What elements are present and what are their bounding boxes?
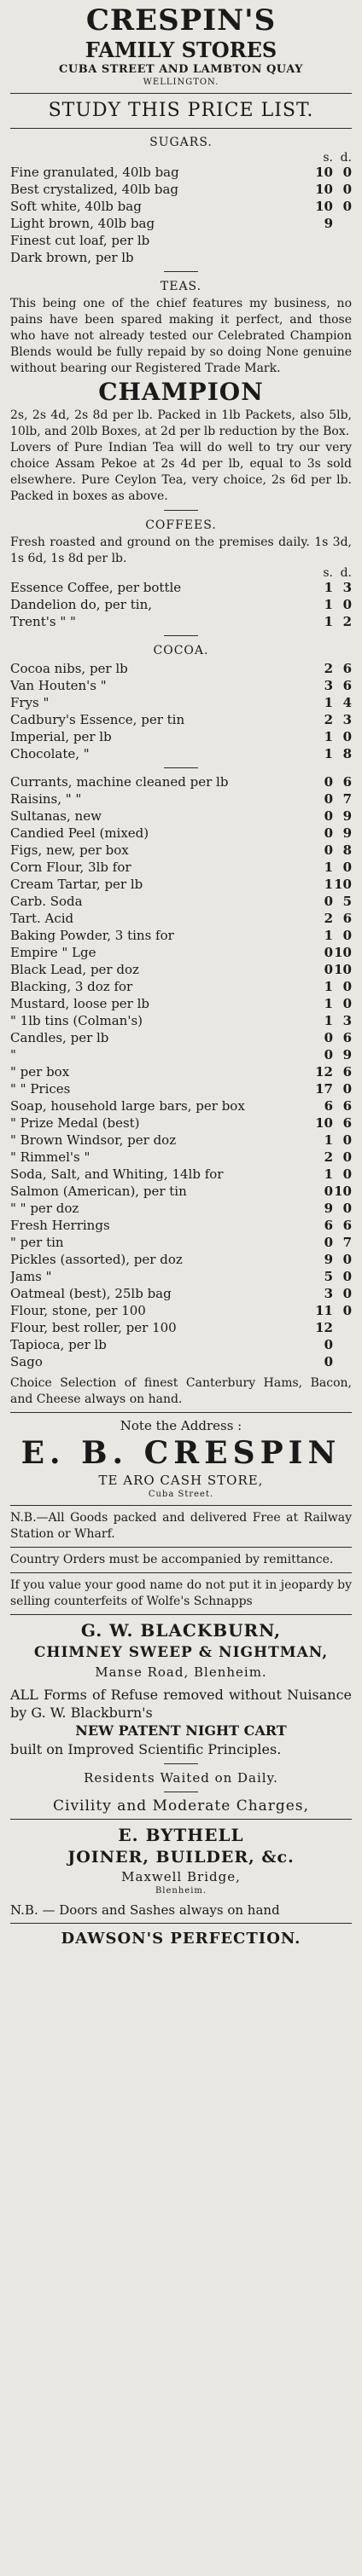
dawson-heading: DAWSON'S PERFECTION. [61, 1930, 301, 1948]
divider [10, 128, 352, 129]
divider [10, 1505, 352, 1506]
item-shillings: 3 [324, 678, 333, 693]
item-name: " " Prices [10, 1081, 71, 1097]
item-name: " Prize Medal (best) [10, 1115, 140, 1131]
price-row [10, 859, 352, 876]
item-shillings: 0 [324, 962, 333, 977]
item-name: Mustard, loose per lb [10, 996, 150, 1011]
item-shillings: 0 [324, 1235, 333, 1250]
item-pence: 0 [342, 1081, 352, 1097]
price-row [10, 876, 352, 893]
item-shillings: 0 [324, 1184, 333, 1199]
coffees-list [10, 579, 352, 630]
divider [164, 635, 198, 636]
price-row [10, 677, 352, 694]
price-row [10, 1217, 352, 1234]
item-name: Frys " [10, 695, 50, 710]
price-row [10, 944, 352, 961]
divider [10, 1923, 352, 1924]
price-row [10, 198, 352, 215]
price-row [10, 1063, 352, 1080]
price-row [10, 1114, 352, 1132]
store-city: WELLINGTON. [143, 78, 219, 87]
item-shillings: 0 [324, 945, 333, 960]
item-name: Soft white, 40lb bag [10, 199, 142, 214]
item-shillings: 1 [324, 1013, 333, 1028]
item-shillings [314, 249, 333, 266]
item-pence: 6 [342, 1115, 352, 1131]
item-pence: 10 [334, 877, 352, 892]
item-name: Pickles (assorted), per doz [10, 1252, 183, 1267]
item-pence: 0 [342, 1303, 352, 1318]
item-pence: 0 [342, 729, 352, 744]
price-row [10, 711, 352, 728]
item-pence: 6 [342, 1098, 352, 1114]
item-name: Corn Flour, 3lb for [10, 860, 131, 875]
item-shillings: 2 [324, 911, 333, 926]
item-name: Jams " [10, 1269, 52, 1284]
blackburn-paragraph: ALL Forms of Refuse removed without Nuisance by G. W. Blackburn's [10, 1687, 352, 1721]
item-shillings: 0 [324, 842, 333, 858]
store-address: CUBA STREET AND LAMBTON QUAY [59, 63, 303, 76]
crespin-name: E. B. CRESPIN [20, 1435, 342, 1471]
item-shillings: 9 [324, 1201, 333, 1216]
price-row [10, 995, 352, 1012]
item-name: Baking Powder, 3 tins for [10, 928, 174, 943]
item-shillings: 1 [324, 695, 333, 710]
price-row [10, 1353, 352, 1370]
item-shillings: 1 [324, 1166, 333, 1182]
item-pence: 0 [342, 1166, 352, 1182]
item-shillings: 9 [324, 1252, 333, 1267]
blackburn-built: built on Improved Scientific Principles. [10, 1741, 282, 1757]
item-pence: 0 [342, 996, 352, 1011]
item-shillings: 1 [324, 746, 333, 761]
item-pence: 0 [342, 199, 352, 214]
item-name: Van Houten's " [10, 678, 107, 693]
item-shillings: 0 [324, 808, 333, 824]
item-name: Empire " Lge [10, 945, 96, 960]
item-name: Candied Peel (mixed) [10, 825, 149, 841]
item-pence: 0 [342, 1132, 352, 1148]
item-pence: 0 [342, 1149, 352, 1165]
col-s-label: s. [323, 566, 333, 580]
item-pence [333, 1353, 352, 1370]
cocoa-heading: COCOA. [153, 644, 209, 657]
price-row [10, 1251, 352, 1268]
item-shillings: 0 [324, 825, 333, 841]
item-pence [333, 215, 352, 232]
item-pence: 7 [342, 791, 352, 807]
item-shillings: 1 [324, 729, 333, 744]
price-row [10, 773, 352, 790]
item-pence: 3 [342, 1013, 352, 1028]
store-subtitle: FAMILY STORES [85, 38, 277, 62]
price-row [10, 961, 352, 978]
item-pence: 0 [342, 979, 352, 994]
item-name: Tart. Acid [10, 911, 74, 926]
price-list-heading: STUDY THIS PRICE LIST. [48, 100, 314, 121]
divider [164, 767, 198, 768]
item-shillings: 12 [315, 1320, 333, 1335]
wolfe-notice: If you value your good name do not put it in jeopardy by selling counterfeits of Wolfe's Schnapps [10, 1578, 352, 1608]
item-name: " Brown Windsor, per doz [10, 1132, 177, 1148]
coffees-paragraph: Fresh roasted and ground on the premises daily. 1s 3d, 1s 6d, 1s 8d per lb. [10, 535, 352, 565]
item-pence: 2 [342, 614, 352, 629]
divider [10, 93, 352, 94]
item-pence: 0 [342, 1286, 352, 1301]
item-shillings: 10 [315, 182, 333, 197]
item-name: Dark brown, per lb [10, 250, 134, 265]
item-shillings [314, 232, 333, 249]
item-shillings: 6 [324, 1098, 333, 1114]
item-name: Salmon (American), per tin [10, 1184, 187, 1199]
price-row [10, 825, 352, 842]
price-row [10, 579, 352, 596]
item-shillings: 0 [324, 1030, 333, 1045]
item-shillings: 0 [324, 894, 333, 909]
item-shillings: 6 [324, 1218, 333, 1233]
blackburn-trade: CHIMNEY SWEEP & NIGHTMAN, [33, 1644, 329, 1661]
item-shillings: 1 [324, 1132, 333, 1148]
item-pence: 0 [342, 182, 352, 197]
item-name: Trent's " " [10, 614, 76, 629]
col-d-label: d. [340, 151, 352, 165]
coffees-heading: COFFEES. [145, 518, 217, 532]
price-row [10, 728, 352, 745]
item-pence: 3 [342, 712, 352, 727]
item-name: Finest cut loaf, per lb [10, 233, 150, 248]
item-name: Essence Coffee, per bottle [10, 580, 182, 595]
item-shillings: 1 [324, 979, 333, 994]
price-row [10, 1336, 352, 1353]
item-shillings: 1 [324, 580, 333, 595]
price-row [10, 790, 352, 808]
item-shillings: 0 [324, 791, 333, 807]
item-pence: 0 [342, 165, 352, 180]
item-shillings: 2 [324, 712, 333, 727]
item-pence: 0 [342, 597, 352, 612]
item-pence: 0 [342, 860, 352, 875]
item-name: " per box [10, 1064, 70, 1080]
item-shillings: 0 [324, 1337, 333, 1352]
item-name: Flour, best roller, per 100 [10, 1320, 177, 1335]
item-pence: 9 [342, 825, 352, 841]
item-name: Cocoa nibs, per lb [10, 661, 128, 676]
item-pence: 0 [342, 1252, 352, 1267]
item-shillings: 1 [324, 597, 333, 612]
item-name: " Rimmel's " [10, 1149, 90, 1165]
price-row [10, 745, 352, 762]
price-row [10, 215, 352, 232]
item-pence: 7 [342, 1235, 352, 1250]
item-shillings: 10 [315, 165, 333, 180]
night-cart: NEW PATENT NIGHT CART [75, 1722, 287, 1739]
item-pence [333, 232, 352, 249]
item-pence: 8 [342, 842, 352, 858]
item-name: Soda, Salt, and Whiting, 14lb for [10, 1166, 224, 1182]
item-pence: 6 [342, 774, 352, 790]
item-pence: 6 [342, 661, 352, 676]
item-name: Flour, stone, per 100 [10, 1303, 146, 1318]
divider [164, 271, 198, 272]
item-pence: 10 [334, 1184, 352, 1199]
divider [10, 1412, 352, 1413]
price-row [10, 1302, 352, 1319]
item-pence: 6 [342, 1218, 352, 1233]
divider [10, 1572, 352, 1573]
note-address: Note the Address : [120, 1418, 242, 1433]
price-row [10, 1029, 352, 1046]
item-shillings: 10 [315, 1115, 333, 1131]
price-row [10, 842, 352, 859]
price-row [10, 613, 352, 630]
item-pence [333, 1319, 352, 1336]
divider [164, 1763, 198, 1764]
item-shillings: 12 [315, 1064, 333, 1080]
teas-heading: TEAS. [160, 280, 202, 293]
col-d-label: d. [340, 566, 352, 580]
price-row [10, 1149, 352, 1166]
item-pence: 6 [342, 678, 352, 693]
price-row [10, 808, 352, 825]
champion-heading: CHAMPION [98, 378, 264, 406]
item-pence: 4 [342, 695, 352, 710]
bythell-note: N.B. — Doors and Sashes always on hand [10, 1902, 280, 1918]
coffees-column-header [10, 567, 352, 579]
cocoa-list [10, 660, 352, 762]
sugars-list [10, 164, 352, 266]
price-row [10, 1046, 352, 1063]
bythell-bridge: Maxwell Bridge, [121, 1869, 241, 1884]
item-name: Oatmeal (best), 25lb bag [10, 1286, 172, 1301]
price-row [10, 1319, 352, 1336]
item-name: " 1lb tins (Colman's) [10, 1013, 143, 1028]
price-row [10, 1285, 352, 1302]
item-name: Sultanas, new [10, 808, 102, 824]
price-row [10, 927, 352, 944]
price-row [10, 1268, 352, 1285]
item-shillings: 9 [324, 216, 333, 231]
item-pence: 0 [342, 928, 352, 943]
bythell-trade: JOINER, BUILDER, &c. [67, 1848, 295, 1867]
teas-paragraph: This being one of the chief features my business, no pains have been spared making it perfect, and those who have not already tested our Celebrated Champion Blends would be fully repaid by so doing None genuine without bearing our Registered Trade Mark. [10, 297, 352, 375]
item-shillings: 1 [324, 996, 333, 1011]
item-pence: 0 [342, 1269, 352, 1284]
item-shillings: 2 [324, 1149, 333, 1165]
item-shillings: 0 [324, 774, 333, 790]
price-row [10, 1200, 352, 1217]
item-shillings: 17 [315, 1081, 333, 1097]
item-shillings: 1 [324, 614, 333, 629]
divider [10, 1819, 352, 1820]
item-pence: 9 [342, 808, 352, 824]
item-shillings: 1 [324, 928, 333, 943]
item-name: Blacking, 3 doz for [10, 979, 133, 994]
item-pence: 3 [342, 580, 352, 595]
country-orders-note: Country Orders must be accompanied by remittance. [10, 1553, 334, 1566]
item-name: " [10, 1047, 16, 1062]
champion-paragraph: 2s, 2s 4d, 2s 8d per lb. Packed in 1lb Packets, also 5lb, 10lb, and 20lb Boxes, at 2d per lb reduction by the Box. [10, 408, 352, 438]
item-name: Sago [10, 1354, 43, 1369]
lovers-paragraph: Lovers of Pure Indian Tea will do well to try our very choice Assam Pekoe at 2s 4d per lb, equal to 3s sold elsewhere. Pure Ceylon Tea, very choice, 2s 6d per lb. Packed in boxes as above. [10, 441, 352, 503]
price-row [10, 596, 352, 613]
divider [10, 1547, 352, 1548]
price-row [10, 1234, 352, 1251]
bythell-town: Blenheim. [155, 1886, 207, 1896]
price-row [10, 1183, 352, 1200]
civility-line: Civility and Moderate Charges, [53, 1797, 309, 1815]
price-row [10, 910, 352, 927]
price-row [10, 164, 352, 181]
item-name: " per tin [10, 1235, 64, 1250]
item-shillings: 10 [315, 199, 333, 214]
delivery-note: N.B.—All Goods packed and delivered Free at Railway Station or Wharf. [10, 1511, 352, 1541]
item-shillings: 1 [324, 860, 333, 875]
price-row [10, 1132, 352, 1149]
blackburn-address: Manse Road, Blenheim. [95, 1664, 267, 1680]
item-shillings: 2 [324, 661, 333, 676]
item-name: Fresh Herrings [10, 1218, 110, 1233]
item-pence: 6 [342, 1030, 352, 1045]
price-row [10, 660, 352, 677]
item-name: Imperial, per lb [10, 729, 112, 744]
item-name: Fine granulated, 40lb bag [10, 165, 179, 180]
price-row [10, 181, 352, 198]
item-pence: 6 [342, 911, 352, 926]
store-title: CRESPIN'S [85, 3, 277, 38]
price-row [10, 694, 352, 711]
item-name: Cream Tartar, per lb [10, 877, 143, 892]
item-pence: 10 [334, 945, 352, 960]
store-name: TE ARO CASH STORE, [98, 1473, 264, 1488]
item-name: Best crystalized, 40lb bag [10, 182, 179, 197]
item-name: Chocolate, " [10, 746, 90, 761]
item-pence: 0 [342, 1201, 352, 1216]
item-shillings: 0 [324, 1354, 333, 1369]
item-name: Carb. Soda [10, 894, 83, 909]
item-shillings: 3 [324, 1286, 333, 1301]
residents-line: Residents Waited on Daily. [84, 1770, 278, 1786]
price-row [10, 1097, 352, 1114]
sugars-column-header [10, 152, 352, 164]
item-name: Cadbury's Essence, per tin [10, 712, 185, 727]
item-name: Currants, machine cleaned per lb [10, 774, 229, 790]
sundries-list [10, 773, 352, 1370]
blackburn-name: G. W. BLACKBURN, [80, 1620, 282, 1641]
item-name: Figs, new, per box [10, 842, 129, 858]
price-row [10, 249, 352, 266]
divider [164, 510, 198, 511]
choice-paragraph: Choice Selection of finest Canterbury Hams, Bacon, and Cheese always on hand. [10, 1376, 352, 1406]
item-name: Soap, household large bars, per box [10, 1098, 245, 1114]
price-row [10, 232, 352, 249]
col-s-label: s. [323, 151, 333, 165]
item-name: Tapioca, per lb [10, 1337, 107, 1352]
item-name: Raisins, " " [10, 791, 82, 807]
item-pence: 5 [342, 894, 352, 909]
price-row [10, 1166, 352, 1183]
item-name: Black Lead, per doz [10, 962, 139, 977]
price-row [10, 978, 352, 995]
item-shillings: 5 [324, 1269, 333, 1284]
item-name: Dandelion do, per tin, [10, 597, 153, 612]
item-name: Light brown, 40lb bag [10, 216, 155, 231]
item-pence [333, 249, 352, 266]
bythell-name: E. BYTHELL [118, 1825, 244, 1845]
item-pence: 8 [342, 746, 352, 761]
item-pence [333, 1336, 352, 1353]
divider [10, 1614, 352, 1615]
item-name: " " per doz [10, 1201, 79, 1216]
store-street: Cuba Street. [148, 1490, 214, 1499]
item-shillings: 0 [324, 1047, 333, 1062]
item-pence: 9 [342, 1047, 352, 1062]
item-pence: 10 [334, 962, 352, 977]
item-shillings: 11 [315, 1303, 333, 1318]
item-shillings: 1 [324, 877, 333, 892]
item-name: Candles, per lb [10, 1030, 109, 1045]
sugars-heading: SUGARS. [149, 136, 213, 149]
price-row [10, 1080, 352, 1097]
price-row [10, 1012, 352, 1029]
item-pence: 6 [342, 1064, 352, 1080]
price-row [10, 893, 352, 910]
